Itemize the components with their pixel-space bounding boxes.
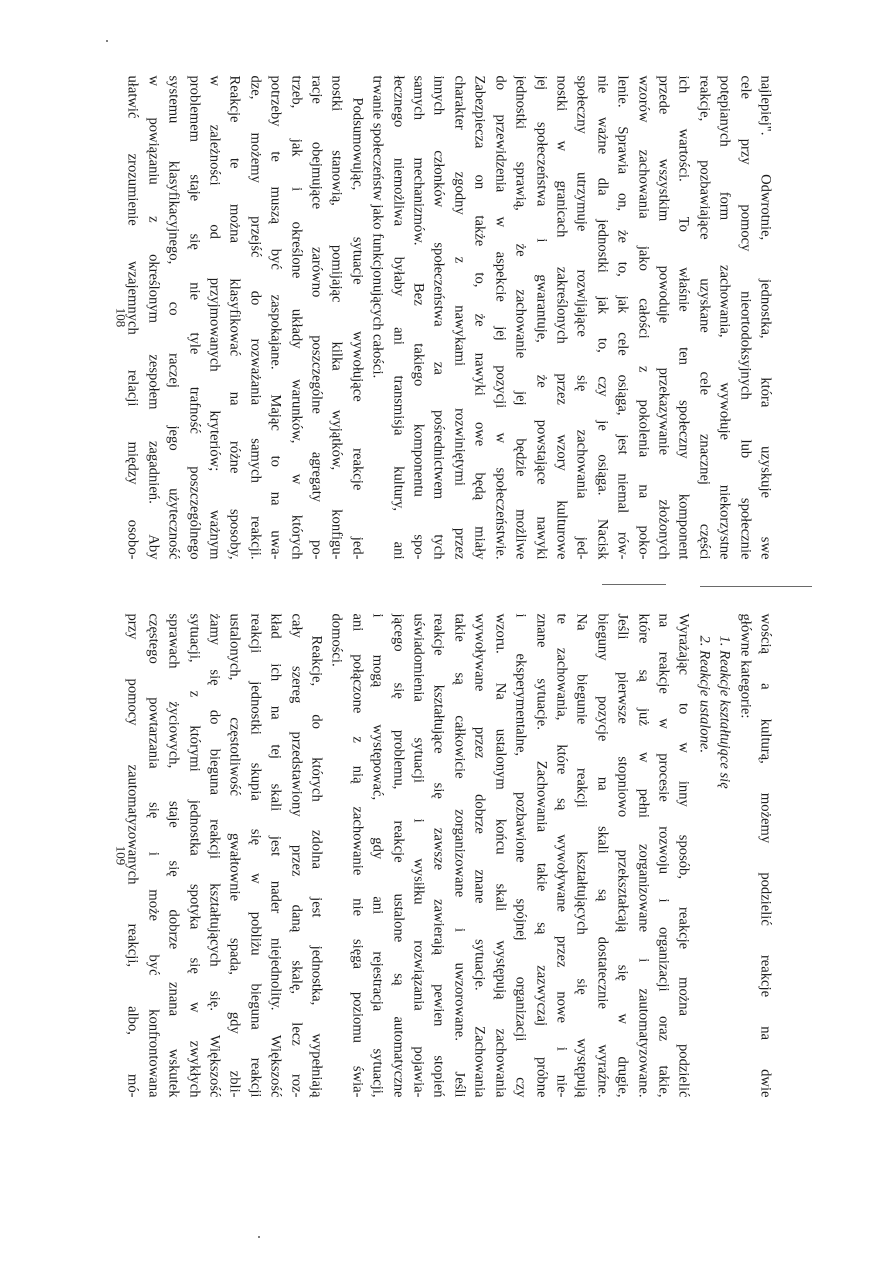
text-line: sytuacji, z którymi jednostka spotyka się w zwykłych bbox=[185, 613, 202, 1097]
text-line: lenie. Sprawia on, że to, jak cele osiąga, jest niemal rów- bbox=[614, 75, 631, 559]
text-line: te zachowania, które są wywoływane przez nowe i nie- bbox=[552, 613, 569, 1097]
text-line: najlepiej". Odwrotnie, jednostka, która uzyskuje swe bbox=[757, 75, 773, 559]
text-line: przy pomocy zautomatyzowanych reakcji, albo, mó- bbox=[124, 613, 141, 1097]
text-line: dze, możemy przejść do rozważania samych reakcji. bbox=[246, 75, 263, 559]
text-line: Reakcje, do których zdolna jest jednostka, wypełniają bbox=[308, 635, 325, 1097]
text-line: bieguny pozycje na skali są dostatecznie wyraźne. bbox=[593, 613, 610, 1097]
text-line: i mogą występować, gdy ani rejestracja sytuacji, bbox=[369, 613, 386, 1097]
text-line: do przewidzenia w aspekcie jej pozycji w społeczeństwie. bbox=[491, 75, 508, 559]
text-line: główne kategorie: bbox=[736, 613, 753, 718]
text-line: reakcji jednostki skupia się w pobliżu bieguna reakcji bbox=[246, 613, 263, 1097]
scan-speck bbox=[258, 1236, 260, 1238]
text-line: cele przy pomocy nieortodoksyjnych lub społecznie bbox=[736, 75, 753, 559]
text-line: które są już w pełni zorganizowane i zautomatyzowane. bbox=[634, 613, 651, 1097]
text-line: ich wartości. To właśnie ten społeczny komponent bbox=[675, 75, 692, 559]
text-line: częstego powtarzania się i może być konfrontowana bbox=[144, 613, 161, 1097]
text-line: trzeb, jak i określone układy warunków, w których bbox=[287, 75, 304, 559]
text-line: charakter zgodny z nawykami rozwiniętymi przez bbox=[450, 75, 467, 559]
text-line: cały szereg przedstawiony przez daną skalę, lecz roz- bbox=[287, 613, 304, 1097]
text-line: żamy się do bieguna reakcji kształtujących się. Większość bbox=[206, 613, 223, 1097]
text-line: uświadomienia sytuacji i wysiłku rozwiązania pojawia- bbox=[410, 613, 427, 1097]
right-page-text bbox=[122, 613, 775, 1097]
text-line: racje obejmujące zarówno poszczególne agregaty po- bbox=[308, 75, 325, 559]
list-item-label: 2. Reakcje ustalone. bbox=[695, 635, 712, 753]
text-line: Wyrażając to w inny sposób, reakcje można podzielić bbox=[675, 613, 692, 1097]
text-line: takie są całkowicie zorganizowane i uwzorowane. Jeśli bbox=[450, 613, 467, 1097]
text-line: nie ważne dla jednostki jak to, czy je osiąga. Nacisk bbox=[593, 75, 610, 559]
text-line: systemu klasyfikacyjnego, co raczej jego użyteczność bbox=[165, 75, 182, 559]
scan-speck bbox=[106, 40, 108, 42]
text-line: łecznego niemożliwa byłaby ani transmisja kultury, ani bbox=[389, 75, 406, 559]
text-line: wzorów zachowania jako całości z pokolenia na poko- bbox=[634, 75, 651, 559]
text-line: sprawach życiowych, staje się dobrze znana wskutek bbox=[165, 613, 182, 1097]
left-page-text bbox=[122, 75, 775, 559]
page-number-left: 108 bbox=[113, 307, 128, 327]
text-line: reakcje kształtujące się zawsze zawierają pewien stopień bbox=[430, 613, 447, 1097]
text-line: ustalonych, częstotliwość gwałtownie spada, gdy zbli- bbox=[226, 613, 243, 1097]
left-page bbox=[124, 75, 775, 559]
text-line: Zabezpiecza on także to, że nawyki owe będą miały bbox=[471, 75, 488, 559]
text-line: i eksperymentalne, pozbawione spójnej organizacji czy bbox=[512, 613, 529, 1097]
text-line: w powiązaniu z określonym zespołem zagadnień. Aby bbox=[144, 75, 161, 559]
text-line: przede wszystkim powoduje przekazywanie złożonych bbox=[654, 75, 671, 559]
text-line: znane sytuacje. Zachowania takie są zazwyczaj próbne bbox=[532, 613, 549, 1097]
text-line: wywoływane przez dobrze znane sytuacje. Zachowania bbox=[471, 613, 488, 1097]
text-line: Na biegunie reakcji kształtujących się występują bbox=[573, 613, 590, 1097]
text-line: nostki w granicach zakreślonych przez wzory kulturowe bbox=[552, 75, 569, 559]
text-line: trwanie społeczeństw jako funkcjonujących całości. bbox=[369, 75, 386, 378]
gutter-line bbox=[700, 586, 812, 587]
text-line: ułatwić zrozumienie wzajemnych relacji między osobo- bbox=[124, 75, 141, 559]
text-line: wością a kulturą, możemy podzielić reakcje na dwie bbox=[757, 613, 773, 1097]
text-line: na reakcje w procesie rozwoju i organizacji oraz takie, bbox=[654, 613, 671, 1097]
text-line: w zależności od przyjmowanych kryteriów; ważnym bbox=[206, 75, 223, 559]
text-line: kład ich na tej skali jest nader niejednolity. Większość bbox=[267, 613, 284, 1097]
text-line: innych członków społeczeństwa za pośrednictwem tych bbox=[430, 75, 447, 559]
list-item bbox=[693, 613, 713, 1097]
text-line: reakcje, pozbawiające uzyskane cele znacznej części bbox=[695, 75, 712, 559]
gutter-line bbox=[602, 584, 666, 585]
text-line: nostki stanowią, pomijając kilka wyjątków, konfigu- bbox=[328, 75, 345, 559]
text-line: potępianych form zachowania, wywołuje niekorzystne bbox=[716, 75, 733, 559]
text-line: Podsumowując, sytuacje wywołujące reakcje jed- bbox=[348, 97, 365, 559]
text-line: potrzeby te muszą być zaspokajane. Mając to na uwa- bbox=[267, 75, 284, 559]
list-item bbox=[714, 613, 734, 1097]
text-line: wzoru. Na ustalonym końcu skali występują zachowania bbox=[491, 613, 508, 1097]
text-line: Reakcje te można klasyfikować na różne sposoby, bbox=[226, 75, 243, 559]
text-line: samych mechanizmów. Bez takiego komponentu spo- bbox=[410, 75, 427, 559]
text-line: problemem staje się nie tyle trafność poszczególnego bbox=[185, 75, 202, 559]
text-line: społeczny utrzymuje rozwijające się zachowania jed- bbox=[573, 75, 590, 559]
page-number-right: 109 bbox=[113, 845, 128, 865]
text-line: jej społeczeństwa i gwarantuje, że powstające nawyki bbox=[532, 75, 549, 559]
text-line: Jeśli pierwsze stopniowo przekształcają się w drugie, bbox=[614, 613, 631, 1097]
text-line: ani połączone z nią zachowanie nie sięga poziomu świa- bbox=[348, 613, 365, 1097]
text-line: domości. bbox=[328, 613, 345, 667]
text-line: jącego się problemu, reakcje ustalone są automatyczne bbox=[389, 613, 406, 1097]
right-page bbox=[124, 613, 775, 1097]
text-line: jednostki sprawią, że zachowanie jej będzie możliwe bbox=[512, 75, 529, 559]
list-item-label: 1. Reakcje kształtujące się bbox=[716, 635, 733, 789]
